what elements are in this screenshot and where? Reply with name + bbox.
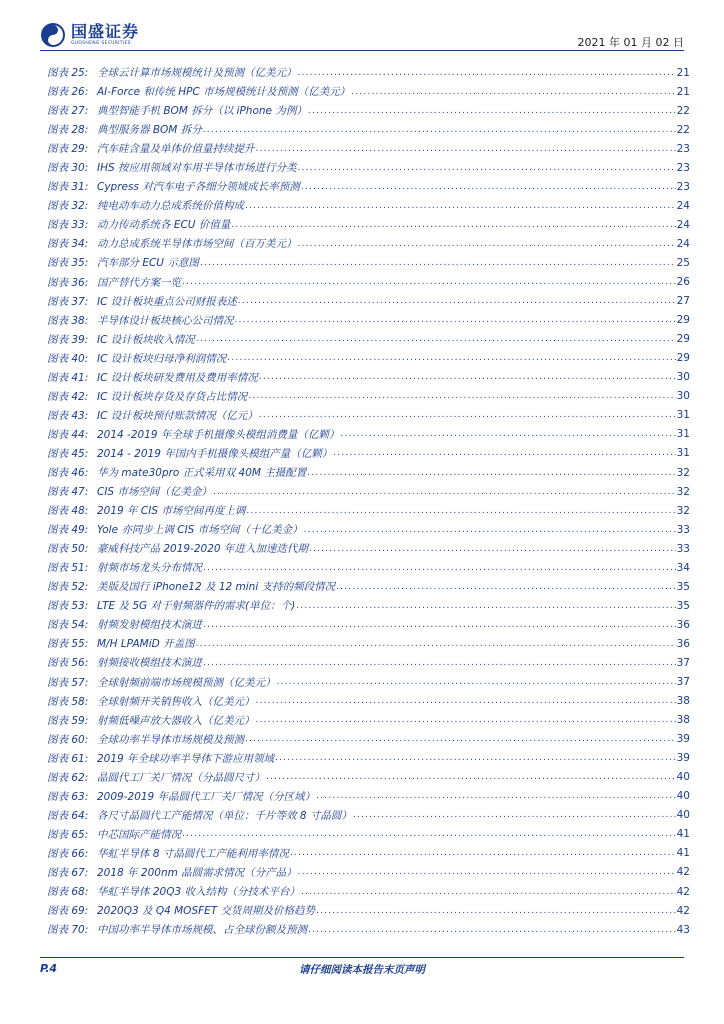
figure-number: 图表 27: xyxy=(47,105,89,118)
figure-page-number: 22 xyxy=(676,123,690,136)
figure-page-number: 35 xyxy=(676,599,690,612)
figure-title: IC 设计板块归母净利润情况 xyxy=(97,352,227,365)
dot-leader xyxy=(266,772,676,782)
dot-leader xyxy=(235,315,676,325)
figure-number: 图表 63: xyxy=(47,790,89,803)
toc-entry[interactable] xyxy=(47,368,690,387)
dot-leader xyxy=(227,353,675,363)
figure-number: 图表 35: xyxy=(47,257,89,270)
dot-leader xyxy=(256,696,676,706)
figure-page-number: 23 xyxy=(676,142,690,155)
toc-entry[interactable] xyxy=(47,330,690,349)
figure-number: 图表 53: xyxy=(47,600,89,613)
toc-entry[interactable] xyxy=(47,463,690,482)
figure-page-number: 29 xyxy=(676,314,690,327)
figure-number: 图表 38: xyxy=(47,314,89,327)
figure-page-number: 23 xyxy=(676,180,690,193)
figure-page-number: 40 xyxy=(676,790,690,803)
figure-page-number: 38 xyxy=(676,714,690,727)
figure-number: 图表 56: xyxy=(47,657,89,670)
figure-number: 图表 49: xyxy=(47,524,89,537)
toc-entry[interactable] xyxy=(47,196,690,215)
figure-title: 射频市场龙头分布情况 xyxy=(97,562,202,575)
toc-entry[interactable] xyxy=(47,653,690,672)
figure-page-number: 30 xyxy=(676,390,690,403)
figure-title: IC 设计板块预付账款情况（亿元） xyxy=(97,409,258,422)
toc-entry[interactable] xyxy=(47,120,690,139)
figure-page-number: 33 xyxy=(676,542,690,555)
toc-entry[interactable] xyxy=(47,158,690,177)
figure-page-number: 25 xyxy=(676,256,690,269)
logo-chinese-name: 国盛证券 xyxy=(71,22,140,41)
dot-leader xyxy=(238,296,676,306)
figure-number: 图表 26: xyxy=(47,86,89,99)
figure-number: 图表 25: xyxy=(47,67,89,80)
figure-number: 图表 51: xyxy=(47,562,89,575)
table-of-figures xyxy=(47,63,690,939)
figure-page-number: 41 xyxy=(676,847,690,860)
dot-leader xyxy=(316,906,676,916)
figure-page-number: 31 xyxy=(676,409,690,422)
figure-title: 2019 年 CIS 市场空间再度上调 xyxy=(97,505,246,518)
figure-page-number: 40 xyxy=(676,771,690,784)
figure-title: 豪威科技产品 2019-2020 年进入加速迭代期 xyxy=(97,543,308,556)
toc-entry[interactable] xyxy=(47,139,690,158)
dot-leader xyxy=(340,429,675,439)
figure-title: 2018 年 200nm 晶圆需求情况（分产品） xyxy=(97,866,297,879)
figure-page-number: 24 xyxy=(676,218,690,231)
figure-number: 图表 60: xyxy=(47,733,89,746)
toc-entry[interactable] xyxy=(47,692,690,711)
footer-divider xyxy=(40,957,684,958)
figure-number: 图表 47: xyxy=(47,486,89,499)
dot-leader xyxy=(231,220,675,230)
toc-entry[interactable] xyxy=(47,406,690,425)
figure-page-number: 33 xyxy=(676,523,690,536)
figure-page-number: 32 xyxy=(676,485,690,498)
dot-leader xyxy=(203,563,676,573)
figure-number: 图表 42: xyxy=(47,390,89,403)
figure-number: 图表 39: xyxy=(47,333,89,346)
figure-number: 图表 28: xyxy=(47,124,89,137)
figure-number: 图表 29: xyxy=(47,143,89,156)
toc-entry[interactable] xyxy=(47,273,690,292)
figure-number: 图表 34: xyxy=(47,238,89,251)
figure-number: 图表 41: xyxy=(47,371,89,384)
dot-leader xyxy=(353,810,676,820)
toc-entry[interactable] xyxy=(47,215,690,234)
dot-leader xyxy=(275,753,676,763)
figure-page-number: 31 xyxy=(676,447,690,460)
toc-entry[interactable] xyxy=(47,825,690,844)
dot-leader xyxy=(245,201,676,211)
figure-title: M/H LPAMiD 开盖图 xyxy=(97,638,195,651)
figure-title: 射频发射模组技术演进 xyxy=(97,619,202,632)
dot-leader xyxy=(301,887,676,897)
figure-page-number: 42 xyxy=(676,904,690,917)
figure-number: 图表 57: xyxy=(47,676,89,689)
figure-title: Yole 亦同步上调 CIS 市场空间（十亿美金） xyxy=(97,524,303,537)
figure-title: 2014 -2019 年全球手机摄像头模组消费量（亿颗） xyxy=(97,428,340,441)
figure-page-number: 30 xyxy=(676,371,690,384)
figure-number: 图表 31: xyxy=(47,181,89,194)
toc-entry[interactable] xyxy=(47,634,690,653)
toc-entry[interactable] xyxy=(47,749,690,768)
figure-page-number: 29 xyxy=(676,333,690,346)
figure-title: 中国功率半导体市场规模、占全球份额及预测 xyxy=(97,924,307,937)
guosheng-logo-icon xyxy=(40,22,66,48)
dot-leader xyxy=(196,334,676,344)
figure-title: 典型智能手机 BOM 拆分（以 iPhone 为例） xyxy=(97,105,307,118)
figure-title: 各尺寸晶圆代工产能情况（单位：千片等效 8 寸晶圆） xyxy=(97,809,352,822)
figure-title: 全球射频前端市场规模预测（亿美元） xyxy=(97,676,276,689)
dot-leader xyxy=(298,68,676,78)
figure-title: 汽车硅含量及单体价值量持续提升 xyxy=(97,143,255,156)
figure-title: IC 设计板块研发费用及费用率情况 xyxy=(97,371,258,384)
dot-leader xyxy=(307,468,675,478)
toc-entry[interactable] xyxy=(47,577,690,596)
toc-entry[interactable] xyxy=(47,234,690,253)
figure-number: 图表 54: xyxy=(47,619,89,632)
figure-title: 动力总成系统半导体市场空间（百万美元） xyxy=(97,238,297,251)
dot-leader xyxy=(259,372,676,382)
figure-title: IC 设计板块重点公司财报表述 xyxy=(97,295,237,308)
dot-leader xyxy=(203,620,676,630)
toc-entry[interactable] xyxy=(47,768,690,787)
header-divider xyxy=(40,50,684,51)
toc-entry[interactable] xyxy=(47,177,690,196)
figure-title: 国产替代方案一览 xyxy=(97,276,181,289)
dot-leader xyxy=(296,601,675,611)
toc-entry[interactable] xyxy=(47,253,690,272)
figure-number: 图表 48: xyxy=(47,505,89,518)
dot-leader xyxy=(248,391,675,401)
figure-title: 全球射频开关销售收入（亿美元） xyxy=(97,695,255,708)
figure-number: 图表 58: xyxy=(47,695,89,708)
figure-title: 纯电动车动力总成系统价值构成 xyxy=(97,200,244,213)
dot-leader xyxy=(213,487,676,497)
dot-leader xyxy=(304,525,676,535)
toc-entry[interactable] xyxy=(47,787,690,806)
figure-page-number: 26 xyxy=(676,276,690,289)
figure-title: 美版及国行 iPhone12 及 12 mini 支持的频段情况 xyxy=(97,581,336,594)
figure-page-number: 39 xyxy=(676,733,690,746)
figure-page-number: 32 xyxy=(676,466,690,479)
dot-leader xyxy=(259,410,676,420)
dot-leader xyxy=(203,125,676,135)
figure-page-number: 35 xyxy=(676,580,690,593)
figure-title: 射频低噪声放大器收入（亿美元） xyxy=(97,714,255,727)
toc-entry[interactable] xyxy=(47,901,690,920)
dot-leader xyxy=(316,791,676,801)
figure-title: Cypress 对汽车电子各细分领域成长率预测 xyxy=(97,181,300,194)
toc-entry[interactable] xyxy=(47,82,690,101)
figure-title: 华虹半导体 8 寸晶圆代工产能利用率情况 xyxy=(97,847,289,860)
figure-number: 图表 62: xyxy=(47,771,89,784)
figure-page-number: 40 xyxy=(676,809,690,822)
figure-number: 图表 68: xyxy=(47,886,89,899)
toc-entry[interactable] xyxy=(47,101,690,120)
figure-number: 图表 32: xyxy=(47,200,89,213)
figure-page-number: 27 xyxy=(676,295,690,308)
page-number: P.4 xyxy=(40,962,58,975)
dot-leader xyxy=(277,677,676,687)
figure-page-number: 22 xyxy=(676,104,690,117)
toc-entry[interactable] xyxy=(47,615,690,634)
figure-title: 典型服务器 BOM 拆分 xyxy=(97,124,202,137)
figure-page-number: 24 xyxy=(676,199,690,212)
toc-entry[interactable] xyxy=(47,673,690,692)
dot-leader xyxy=(336,582,676,592)
dot-leader xyxy=(256,144,676,154)
toc-entry[interactable] xyxy=(47,539,690,558)
figure-page-number: 24 xyxy=(676,237,690,250)
dot-leader xyxy=(196,639,676,649)
figure-title: 2014 - 2019 年国内手机摄像头模组产量（亿颗） xyxy=(97,447,333,460)
figure-number: 图表 40: xyxy=(47,352,89,365)
figure-title: AI-Force 和传统 HPC 市场规模统计及预测（亿美元） xyxy=(97,86,351,99)
figure-title: 全球云计算市场规模统计及预测（亿美元） xyxy=(97,67,297,80)
figure-number: 图表 70: xyxy=(47,924,89,937)
dot-leader xyxy=(351,87,675,97)
disclaimer-note: 请仔细阅读本报告末页声明 xyxy=(299,964,425,976)
figure-title: IC 设计板块收入情况 xyxy=(97,333,195,346)
figure-number: 图表 37: xyxy=(47,295,89,308)
figure-title: 2020Q3 及 Q4 MOSFET 交货周期及价格趋势 xyxy=(97,905,316,918)
figure-number: 图表 50: xyxy=(47,543,89,556)
dot-leader xyxy=(246,506,675,516)
figure-number: 图表 45: xyxy=(47,447,89,460)
figure-title: 华虹半导体 20Q3 收入结构（分技术平台） xyxy=(97,886,300,899)
figure-page-number: 36 xyxy=(676,618,690,631)
logo-english-name: GUOSHENG SECURITIES xyxy=(71,41,131,46)
figure-page-number: 43 xyxy=(676,923,690,936)
figure-number: 图表 59: xyxy=(47,714,89,727)
figure-page-number: 42 xyxy=(676,885,690,898)
figure-title: 晶圆代工厂关厂情况（分晶圆尺寸） xyxy=(97,771,265,784)
figure-title: 2019 年全球功率半导体下游应用领域 xyxy=(97,752,275,765)
toc-entry[interactable] xyxy=(47,520,690,539)
figure-page-number: 32 xyxy=(676,504,690,517)
figure-number: 图表 43: xyxy=(47,409,89,422)
figure-number: 图表 44: xyxy=(47,428,89,441)
figure-number: 图表 67: xyxy=(47,866,89,879)
figure-number: 图表 46: xyxy=(47,467,89,479)
figure-page-number: 34 xyxy=(676,561,690,574)
toc-entry[interactable] xyxy=(47,501,690,520)
figure-number: 图表 30: xyxy=(47,162,89,175)
figure-number: 图表 65: xyxy=(47,828,89,841)
figure-page-number: 37 xyxy=(676,656,690,669)
toc-entry[interactable] xyxy=(47,63,690,82)
figure-page-number: 41 xyxy=(676,828,690,841)
figure-page-number: 21 xyxy=(676,85,690,98)
figure-title: 射频接收模组技术演进 xyxy=(97,657,202,670)
dot-leader xyxy=(308,106,676,116)
figure-page-number: 21 xyxy=(676,66,690,79)
figure-title: 全球功率半导体市场规模及预测 xyxy=(97,733,244,746)
figure-page-number: 23 xyxy=(676,161,690,174)
figure-number: 图表 61: xyxy=(47,752,89,765)
company-logo xyxy=(40,22,139,48)
toc-entry[interactable] xyxy=(47,349,690,368)
toc-entry[interactable] xyxy=(47,425,690,444)
dot-leader xyxy=(308,925,676,935)
figure-title: CIS 市场空间（亿美金） xyxy=(97,486,212,499)
figure-title: LTE 及 5G 对于射频器件的需求(单位：个) xyxy=(97,600,296,613)
figure-title: 华为 mate30pro 正式采用双 40M 主摄配置 xyxy=(97,467,307,479)
dot-leader xyxy=(256,715,676,725)
figure-title: 2009-2019 年晶圆代工厂关厂情况（分区域） xyxy=(97,790,316,803)
dot-leader xyxy=(290,848,676,858)
dot-leader xyxy=(298,163,676,173)
dot-leader xyxy=(182,829,676,839)
dot-leader xyxy=(182,277,676,287)
dot-leader xyxy=(309,544,676,554)
figure-title: 汽车部分 ECU 示意图 xyxy=(97,257,199,270)
dot-leader xyxy=(298,239,676,249)
figure-number: 图表 33: xyxy=(47,219,89,232)
figure-title: 半导体设计板块核心公司情况 xyxy=(97,314,234,327)
dot-leader xyxy=(333,448,675,458)
toc-entry[interactable] xyxy=(47,844,690,863)
figure-number: 图表 55: xyxy=(47,638,89,651)
toc-entry[interactable] xyxy=(47,711,690,730)
toc-entry[interactable] xyxy=(47,292,690,311)
toc-entry[interactable] xyxy=(47,558,690,577)
toc-entry[interactable] xyxy=(47,806,690,825)
toc-entry[interactable] xyxy=(47,596,690,615)
toc-entry[interactable] xyxy=(47,920,690,939)
figure-page-number: 36 xyxy=(676,637,690,650)
figure-title: 动力传动系统各 ECU 价值量 xyxy=(97,219,231,232)
dot-leader xyxy=(200,258,676,268)
figure-number: 图表 36: xyxy=(47,276,89,289)
figure-page-number: 31 xyxy=(676,428,690,441)
figure-page-number: 39 xyxy=(676,752,690,765)
report-date: 2021 年 01 月 02 日 xyxy=(577,36,684,49)
figure-number: 图表 52: xyxy=(47,581,89,594)
figure-page-number: 29 xyxy=(676,352,690,365)
toc-entry[interactable] xyxy=(47,387,690,406)
figure-page-number: 37 xyxy=(676,676,690,689)
toc-entry[interactable] xyxy=(47,482,690,501)
toc-entry[interactable] xyxy=(47,730,690,749)
figure-number: 图表 64: xyxy=(47,809,89,822)
dot-leader xyxy=(245,734,676,744)
figure-title: 中芯国际产能情况 xyxy=(97,828,181,841)
toc-entry[interactable] xyxy=(47,444,690,463)
dot-leader xyxy=(301,182,676,192)
toc-entry[interactable] xyxy=(47,863,690,882)
figure-page-number: 42 xyxy=(676,866,690,879)
figure-number: 图表 69: xyxy=(47,905,89,918)
figure-title: IHS 按应用领域对车用半导体市场进行分类 xyxy=(97,162,297,175)
page-header xyxy=(0,0,724,52)
toc-entry[interactable] xyxy=(47,882,690,901)
dot-leader xyxy=(203,658,676,668)
figure-page-number: 38 xyxy=(676,695,690,708)
figure-title: IC 设计板块存货及存货占比情况 xyxy=(97,390,248,403)
figure-number: 图表 66: xyxy=(47,847,89,860)
dot-leader xyxy=(298,867,676,877)
toc-entry[interactable] xyxy=(47,311,690,330)
